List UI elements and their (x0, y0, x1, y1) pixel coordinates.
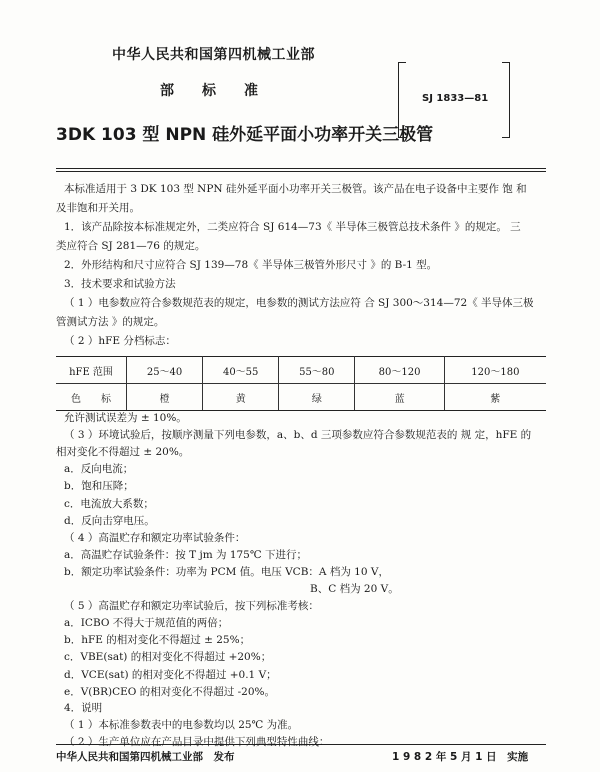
tolerance-note: 允许测试误差为 ± 10%。 (64, 412, 187, 424)
color-cell: 黄 (203, 384, 279, 411)
range-cell: 40～55 (203, 357, 279, 384)
clause-3-4: （ 4 ）高温贮存和额定功率试验条件： (64, 531, 246, 544)
footer-issuer: 中华人民共和国第四机械工业部 发布 (56, 751, 235, 763)
list-item: d．VCE(sat) 的相对变化不得超过 +0.1 V； (64, 668, 277, 681)
hfe-grade-table (56, 356, 546, 411)
clause-1-line-2: 类应符合 SJ 281—76 的规定。 (56, 240, 206, 252)
document-title: 3DK 103 型 NPN 硅外延平面小功率开关三极管 (56, 125, 434, 145)
clause-2: 2．外形结构和尺寸应符合 SJ 139—78《 半导体三极管外形尺寸 》的 B-1 型。 (64, 259, 438, 271)
intro-line-1: 本标准适用于 3 DK 103 型 NPN 硅外延平面小功率开关三极管。该产品在电子设备中主要作 饱 和 (64, 183, 527, 195)
clause-4-heading: 4．说明 (64, 701, 103, 714)
clause-3-2: （ 2 ）hFE 分档标志： (64, 335, 176, 347)
clause-4-1: （ 1 ）本标准参数表中的电参数均以 25℃ 为准。 (64, 718, 299, 731)
color-cell: 蓝 (355, 384, 444, 411)
list-item: b．hFE 的相对变化不得超过 ± 25%； (64, 634, 251, 647)
range-cell: 120～180 (444, 357, 546, 384)
range-cell: 25～40 (127, 357, 203, 384)
footer-date: 1 9 8 2 年 5 月 1 日 实施 (392, 751, 529, 763)
list-item: b．饱和压降； (64, 480, 134, 493)
table-row (56, 357, 546, 384)
header-rule-top (56, 168, 546, 169)
list-item: c．电流放大系数； (64, 497, 154, 510)
list-item: e．V(BR)CEO 的相对变化不得超过 -20%。 (64, 685, 275, 698)
clause-3-heading: 3．技术要求和试验方法 (64, 278, 176, 290)
table-row (56, 384, 546, 411)
list-item: d．反向击穿电压。 (64, 514, 155, 527)
clause-3-1-line-1: （ 1 ）电参数应符合参数规范表的规定，电参数的测试方法应符 合 SJ 300～314—72《 半导体三极 (64, 297, 534, 309)
clause-1-line-1: 1．该产品除按本标准规定外，二类应符合 SJ 614—73《 半导体三极管总技术条件 》的规定。 三 (64, 221, 521, 233)
header-rule-bottom (56, 171, 546, 172)
clause-3-5: （ 5 ）高温贮存和额定功率试验后，按下列标准考核： (64, 600, 319, 613)
list-item-continuation: B、C 档为 20 V。 (310, 583, 399, 595)
list-item: a．反向电流； (64, 463, 134, 476)
row-header-color: 色 标 (56, 384, 127, 411)
ministry-heading: 中华人民共和国第四机械工业部 (112, 47, 315, 63)
standard-number: SJ 1833—81 (422, 93, 489, 104)
color-cell: 紫 (444, 384, 546, 411)
list-item: a．ICBO 不得大于规范值的两倍； (64, 617, 229, 630)
list-item: b．额定功率试验条件：功率为 PCM 值。电压 VCB：A 档为 10 V， (64, 565, 389, 578)
clause-3-3-line-2: 相对变化不得超过 ± 20%。 (56, 446, 190, 459)
color-cell: 橙 (127, 384, 203, 411)
row-header-range: hFE 范围 (56, 357, 127, 384)
list-item: c．VBE(sat) 的相对变化不得超过 +20%； (64, 651, 272, 664)
standard-type-heading: 部 标 准 (160, 83, 258, 99)
intro-line-2: 及非饱和开关用。 (56, 202, 140, 214)
range-cell: 55～80 (279, 357, 355, 384)
clause-3-3-line-1: （ 3 ）环境试验后，按顺序测量下列电参数，a、b、d 三项参数应符合参数规范表的 规 定，hFE 的 (64, 429, 532, 442)
color-cell: 绿 (279, 384, 355, 411)
range-cell: 80～120 (355, 357, 444, 384)
clause-4-2: （ 2 ）生产单位应在产品目录中提供下列典型特性曲线： (64, 735, 330, 748)
clause-3-1-line-2: 管测试方法 》的规定。 (56, 316, 165, 328)
list-item: a．高温贮存试验条件：按 T jm 为 175℃ 下进行； (64, 548, 307, 561)
